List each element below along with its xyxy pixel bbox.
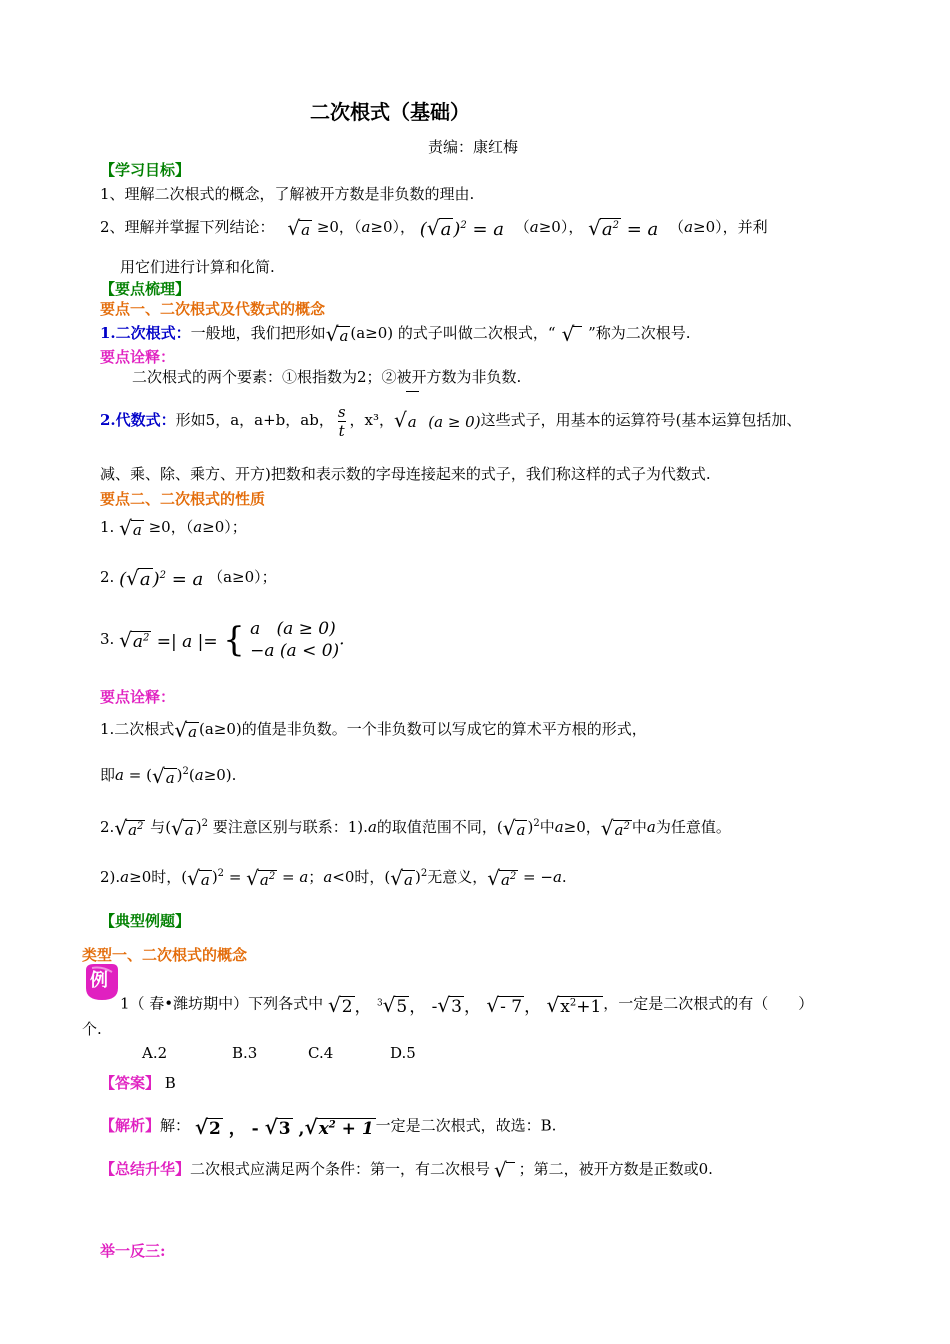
prop1-num: 1. (100, 518, 115, 536)
note2-3e: 无意义， (427, 868, 488, 886)
def2 (100, 390, 801, 452)
prop2-cond: （a≥0）； (208, 568, 277, 586)
radical-sign: √ (494, 1158, 515, 1182)
def2-label: 2.代数式： (100, 411, 176, 429)
point1-title: 要点一、二次根式及代数式的概念 (100, 300, 326, 318)
question-1 (120, 992, 813, 1017)
note2-line2: $2.√a^2$ 与(√a )$^2$ 要注意区别与联系：1).a的取值范围不同，(√a )$^2$中a≥0，$√a^2$ 中a为任意值。 (100, 816, 731, 840)
q1-expressions: √2 ， $^3$√5 ， -√3 ， √- 7 ， $√x^2+1$ (327, 993, 602, 1017)
note2-3d: <0时， (332, 868, 385, 886)
goal-item-1: 1、理解二次根式的概念，了解被开方数是非负数的理由. (100, 185, 475, 203)
note2-3b: ≥0时， (129, 868, 182, 886)
note2-line1-cont: 即a = (√a )$^2$(a≥0). (100, 764, 237, 788)
summary-label: 【总结升华】 (100, 1160, 191, 1178)
note2-2b: 与 (150, 818, 166, 836)
option-d: D.5 (390, 1044, 416, 1062)
analysis-a: 解： (160, 1116, 191, 1135)
option-b: B.3 (232, 1044, 258, 1062)
prop1-cond: ≥0）； (202, 518, 247, 536)
note2-1a: 1.二次根式 (100, 720, 175, 738)
note2-2f: ≥0， (563, 818, 601, 836)
note-label-1: 要点诠释： (100, 348, 176, 366)
note2-1c: 即 (100, 766, 116, 784)
goal-item-2-cond: ≥0）， (370, 218, 416, 236)
summary-b: ；第二，被开方数是正数或0. (518, 1160, 713, 1178)
formula-sqrt-a: √a (287, 216, 311, 240)
type1-title: 类型一、二次根式的概念 (82, 946, 248, 964)
prop1: 1. √a ≥0，（a≥0）； (100, 516, 247, 540)
formula-sqrt-a-condition: √a (a ≥ 0) (394, 390, 481, 452)
goal-item-2-prefix: 2、理解并掌握下列结论： (100, 218, 275, 236)
note2-2e: 中 (539, 818, 555, 836)
answer-label: 【答案】 (100, 1074, 161, 1092)
note2-2c: 要注意区别与联系：1). (212, 818, 368, 836)
def1-text-b: (a≥0) 的式子叫做二次根式，“ (350, 324, 556, 342)
formula-sqrt-a-squared: (√a )$^2$ = a (119, 566, 204, 590)
formula-sqrt-a: √a (325, 322, 349, 346)
note2-2h: 为任意值。 (655, 818, 731, 836)
formula-sqrt-a-squared: (√a )$^2$ = a (419, 216, 504, 240)
note2-3a: 2). (100, 868, 121, 886)
fraction-s-over-t: $\frac{s}{t}$ (337, 402, 346, 440)
note2-line1 (100, 718, 647, 742)
formula-piecewise-abs: $√a^2$ =| a |= { a (a ≥ 0) −a (a < 0) . (119, 619, 345, 661)
prop3-num: 3. (100, 630, 115, 648)
goal-item-2-suffix: ，并利 (722, 218, 768, 236)
def1 (100, 322, 691, 346)
goals-heading: 【学习目标】 (100, 161, 191, 179)
formula-sqrt-a: √a (174, 718, 198, 742)
note-label-2: 要点诠释： (100, 688, 176, 706)
analysis-b: 一定是二次根式，故选：B. (375, 1116, 557, 1135)
note2-3c: ； (308, 868, 324, 886)
option-c: C.4 (308, 1044, 334, 1062)
note1: 二次根式的两个要素：①根指数为2；②被开方数为非负数. (132, 368, 522, 386)
goal-item-2: 2、理解并掌握下列结论： √a ≥0，（a≥0）， (√a )$^2$ = a （a≥0）， $√a^2 = a$ （a≥0），并利 (100, 216, 768, 240)
point2-title: 要点二、二次根式的性质 (100, 490, 266, 508)
practice-heading: 举一反三: (100, 1242, 166, 1260)
prop2-num: 2. (100, 568, 115, 586)
def2-text-b: ，x³， (349, 411, 395, 429)
example-badge-label: 例 (90, 970, 108, 991)
question-1-cont: 个. (82, 1020, 102, 1038)
analysis-label: 【解析】 (100, 1116, 161, 1135)
summary (100, 1158, 713, 1182)
editor-line: 责编：康红梅 (428, 138, 519, 156)
prop2 (100, 566, 277, 590)
keypoints-heading: 【要点梳理】 (100, 280, 191, 298)
answer (100, 1072, 176, 1093)
analysis (100, 1114, 556, 1139)
answer-value: B (164, 1074, 176, 1092)
analysis-expressions: √2 ， - √3 $,√x^2 + 1$ (194, 1115, 374, 1139)
note2-2a: 2. (100, 818, 115, 836)
def2-text-a: 形如5，a，a+b，ab， (175, 411, 334, 429)
radical-sign: √ (562, 322, 583, 346)
def2-cont: 减、乘、除、乘方、开方)把数和表示数的字母连接起来的式子，我们称这样的式子为代数式. (100, 465, 711, 483)
formula-sqrt-a: √a (119, 516, 142, 540)
goal-item-2-cont: 用它们进行计算和化简. (120, 258, 275, 276)
prop3 (100, 618, 345, 662)
note2-2d: 的取值范围不同， (376, 818, 497, 836)
note2-line3: 2).a≥0时，(√a )$^2 = √a^2 = a$；a<0时，(√a )$^2$无意义，$√a^2 = -a$. (100, 866, 567, 890)
note2-1b: (a≥0)的值是非负数。一个非负数可以写成它的算术平方根的形式， (199, 720, 647, 738)
prop1-text: ≥0，（ (148, 518, 194, 536)
summary-a: 二次根式应满足两个条件：第一，有二次根号 (190, 1160, 491, 1178)
examples-heading: 【典型例题】 (100, 912, 191, 930)
note2-2g: 中 (631, 818, 647, 836)
def2-text-c: 这些式子，用基本的运算符号(基本运算包括加、 (480, 411, 802, 429)
goal-item-2-geq: ≥0，（ (316, 218, 362, 236)
option-a: A.2 (142, 1044, 168, 1062)
def1-label: 1.二次根式： (100, 324, 191, 342)
page-title: 二次根式（基础） (310, 100, 470, 124)
q1-prefix: 1（ 春•潍坊期中）下列各式中 (120, 994, 324, 1013)
q1-suffix: ，一定是二次根式的有（ ） (603, 994, 814, 1013)
def1-text-c: ”称为二次根号. (588, 324, 691, 342)
def1-text-a: 一般地，我们把形如 (190, 324, 326, 342)
formula-sqrt-a2: $√a^2 = a$ (588, 216, 659, 240)
